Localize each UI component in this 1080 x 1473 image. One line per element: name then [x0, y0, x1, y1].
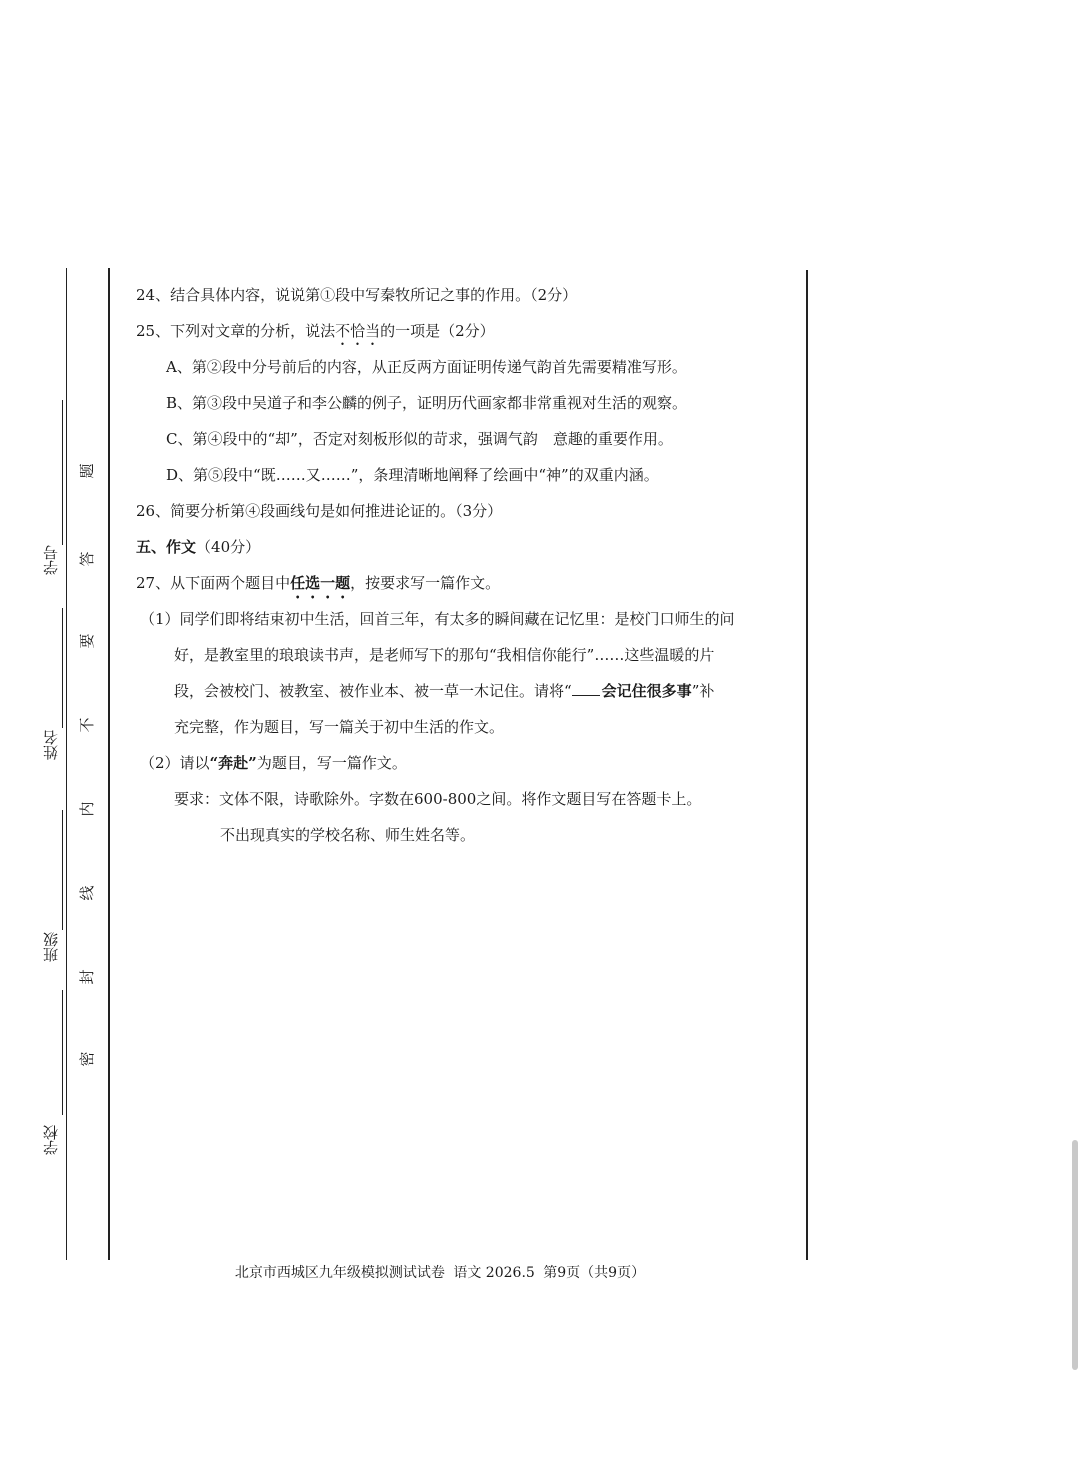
question-25-text-b: 的一项是（2分） — [380, 322, 495, 340]
question-25-text-a: 25、下列对文章的分析，说法 — [136, 322, 336, 340]
seal-char: 答 — [78, 551, 96, 567]
option-c: C、第④段中的“却”，否定对刻板形似的苛求，强调气韵 意趣的重要作用。 — [166, 430, 673, 448]
topic-1-line-2: 好，是教室里的琅琅读书声，是老师写下的那句“我相信你能行”……这些温暖的片 — [174, 646, 715, 664]
class-label: 班级 — [42, 932, 60, 962]
option-b: B、第③段中吴道子和李公麟的例子，证明历代画家都非常重视对生活的观察。 — [166, 394, 688, 412]
footer-exam-title: 北京市西城区九年级模拟测试试卷 — [234, 1265, 445, 1281]
topic-1-title-phrase: 会记住很多事 — [601, 682, 692, 700]
title-blank — [572, 681, 600, 696]
question-25-emphasis: 不恰当 — [335, 322, 381, 340]
question-26: 26、简要分析第④段画线句是如何推进论证的。（3分） — [136, 502, 503, 520]
footer-subject: 语文 2026.5 — [453, 1265, 535, 1281]
seal-char: 题 — [78, 463, 96, 479]
option-a: A、第②段中分号前后的内容，从正反两方面证明传递气韵首先需要精准写形。 — [166, 358, 687, 376]
student-id-blank[interactable] — [62, 400, 63, 545]
seal-char: 内 — [78, 801, 96, 817]
name-label: 姓名 — [42, 730, 60, 760]
seal-char: 不 — [78, 717, 96, 733]
name-blank[interactable] — [62, 608, 63, 728]
topic-1-line-3-c: ”补 — [691, 682, 715, 700]
topic-2 — [140, 752, 407, 774]
requirements-line-1: 要求：文体不限，诗歌除外。字数在600-800之间。将作文题目写在答题卡上。 — [174, 790, 702, 808]
seal-char: 密 — [78, 1051, 96, 1067]
question-27-text-b: ，按要求写一篇作文。 — [350, 574, 501, 592]
student-id-label: 学号 — [42, 545, 60, 575]
section-5-number: 五、 — [136, 538, 167, 556]
topic-1-line-4: 充完整，作为题目，写一篇关于初中生活的作文。 — [174, 718, 505, 736]
seal-char: 要 — [78, 633, 96, 649]
topic-1-line-3-a: 段，会被校门、被教室、被作业本、被一草一木记住。请将“ — [174, 682, 572, 700]
seal-char: 封 — [78, 969, 96, 985]
topic-2-text-a: （2）请以 — [140, 754, 210, 772]
footer-page-number: 第9页（共9页） — [543, 1265, 646, 1281]
school-label: 学校 — [42, 1125, 60, 1155]
section-5-title: 作文 — [166, 538, 197, 556]
class-blank[interactable] — [62, 810, 63, 930]
topic-1-line-1: （1）同学们即将结束初中生活，回首三年，有太多的瞬间藏在记忆里：是校门口师生的问 — [140, 610, 735, 628]
page-footer — [0, 1262, 880, 1282]
topic-2-text-b: 为题目，写一篇作文。 — [256, 754, 407, 772]
question-27-text-a: 27、从下面两个题目中 — [136, 574, 291, 592]
question-24: 24、结合具体内容，说说第①段中写秦牧所记之事的作用。（2分） — [136, 286, 578, 304]
page-border-right — [806, 270, 808, 1260]
topic-2-title: “奔赴” — [209, 754, 257, 772]
seal-char: 线 — [78, 885, 96, 901]
question-27 — [136, 572, 500, 602]
question-25 — [136, 320, 495, 349]
topic-1-line-3 — [174, 680, 714, 702]
option-d: D、第⑤段中“既……又……”，条理清晰地阐释了绘画中“神”的双重内涵。 — [166, 466, 659, 484]
scrollbar-thumb[interactable] — [1072, 1140, 1078, 1370]
binding-line-outer — [66, 268, 67, 1260]
section-5-points: （40分） — [196, 538, 261, 556]
requirements-line-2: 不出现真实的学校名称、师生姓名等。 — [220, 826, 476, 844]
school-blank[interactable] — [62, 990, 63, 1115]
question-27-emphasis: 任选一题 — [290, 574, 351, 592]
binding-line-inner — [108, 268, 110, 1260]
section-5-heading — [136, 536, 260, 558]
